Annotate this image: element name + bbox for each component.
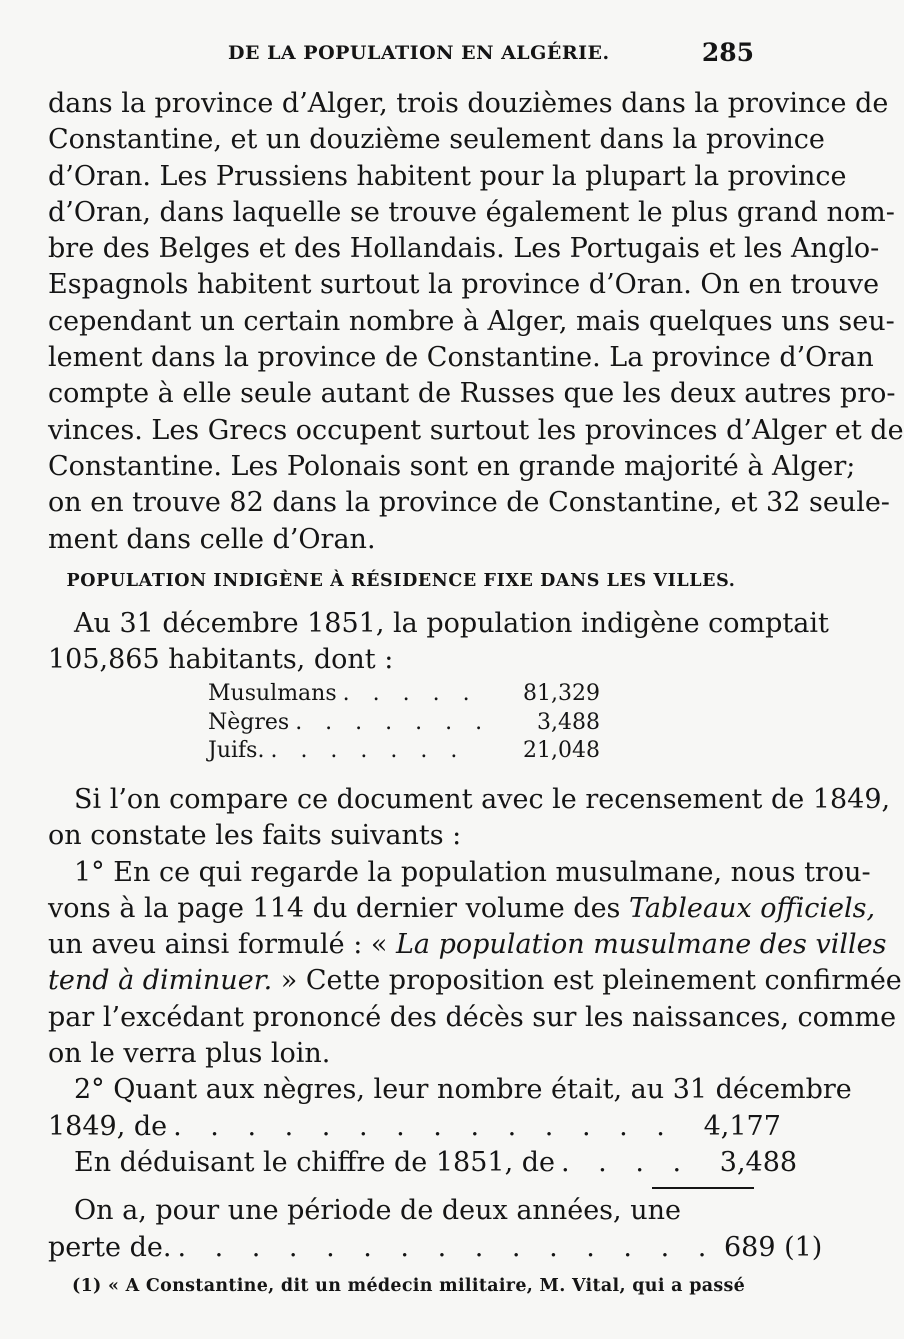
text-run: un aveu ainsi formulé : « (48, 929, 396, 961)
row-value: 3,488 (719, 1146, 798, 1178)
row-value: 81,329 (523, 681, 600, 706)
text-line: On a, pour une période de deux années, une (74, 1195, 681, 1227)
page-header (48, 38, 754, 72)
running-head: DE LA POPULATION EN ALGÉRIE. (228, 42, 610, 64)
text-line: d’Oran. Les Prussiens habitent pour la plupart la province (48, 160, 847, 192)
leader-dots: . . . . . . . (295, 709, 491, 735)
italic-title: Tableaux officiels, (629, 892, 876, 924)
calc-row-loss (48, 1230, 823, 1266)
table-row (208, 737, 600, 766)
text-line: on constate les faits suivants : (48, 820, 462, 852)
row-value: 4,177 (703, 1110, 781, 1142)
paragraph-1 (48, 86, 904, 558)
text-line: Si l’on compare ce document avec le recensement de 1849, (74, 784, 891, 815)
text-line: Constantine. Les Polonais sont en grande majorité à Alger; (48, 450, 856, 482)
row-label: Juifs. (208, 738, 265, 763)
text-line: vinces. Les Grecs occupent surtout les provinces d’Alger et de (48, 414, 904, 446)
sum-rule (652, 1187, 754, 1189)
leader-dots: . . . . . . . (270, 738, 466, 763)
page-number: 285 (701, 38, 754, 67)
text-run: vons à la page 114 du dernier volume des (48, 892, 629, 924)
text-line: cependant un certain nombre à Alger, mais quelques uns seu- (48, 305, 895, 337)
text-line (48, 927, 887, 963)
italic-quote: La population musulmane des villes (395, 929, 887, 961)
text-line: dans la province d’Alger, trois douzièmes dans la province de (48, 88, 889, 119)
footnote: (1) « A Constantine, dit un médecin militaire, M. Vital, qui a passé (72, 1276, 746, 1296)
leader-dots: . . . . . . . . . . . . . . . (177, 1231, 717, 1263)
text-line: d’Oran, dans laquelle se trouve également le plus grand nom- (48, 196, 895, 228)
leader-dots: . . . . . (342, 681, 478, 706)
text-line: Espagnols habitent surtout la province d’Oran. On en trouve (48, 269, 880, 301)
text-line: par l’excédant prononcé des décès sur les naissances, comme (48, 1001, 897, 1033)
text-line: compte à elle seule autant de Russes que les deux autres pro- (48, 378, 896, 410)
calc-row-1851 (48, 1145, 798, 1181)
leader-dots: . . . . (561, 1146, 692, 1178)
leader-dots: . . . . . . . . . . . . . . (173, 1110, 675, 1142)
population-table (208, 680, 600, 766)
row-label: 1849, de (48, 1110, 168, 1142)
table-row (208, 680, 600, 709)
row-label: Nègres (208, 709, 290, 735)
section-title: POPULATION INDIGÈNE À RÉSIDENCE FIXE DANS LES VILLES. (66, 571, 736, 591)
text-run: » Cette proposition est pleinement confirmée (272, 965, 902, 997)
text-line: lement dans la province de Constantine. La province d’Oran (48, 342, 874, 374)
intro-paragraph (48, 606, 829, 679)
text-line (48, 963, 902, 999)
row-label: En déduisant le chiffre de 1851, de (74, 1146, 556, 1178)
text-line: 1° En ce qui regarde la population musulmane, nous trou- (74, 856, 871, 888)
row-value: 689 (1) (723, 1231, 823, 1263)
text-line: bre des Belges et des Hollandais. Les Portugais et les Anglo- (48, 233, 880, 265)
text-line (48, 891, 876, 927)
row-label: Musulmans (208, 681, 337, 706)
row-value: 3,488 (537, 709, 600, 735)
table-row (208, 709, 600, 738)
row-label: perte de. (48, 1231, 172, 1263)
text-line: ment dans celle d’Oran. (48, 523, 376, 555)
text-line: 2° Quant aux nègres, leur nombre était, au 31 décembre (74, 1074, 852, 1106)
row-value: 21,048 (523, 738, 600, 763)
text-line: Constantine, et un douzième seulement dans la province (48, 124, 825, 156)
calc-row-1849 (48, 1109, 781, 1145)
text-line: 105,865 habitants, dont : (48, 644, 394, 676)
text-line: on en trouve 82 dans la province de Constantine, et 32 seule- (48, 487, 890, 519)
text-line: on le verra plus loin. (48, 1038, 331, 1070)
comparison-section (48, 782, 902, 1266)
text-line: Au 31 décembre 1851, la population indigène comptait (74, 608, 829, 639)
italic-quote: tend à diminuer. (48, 965, 273, 997)
